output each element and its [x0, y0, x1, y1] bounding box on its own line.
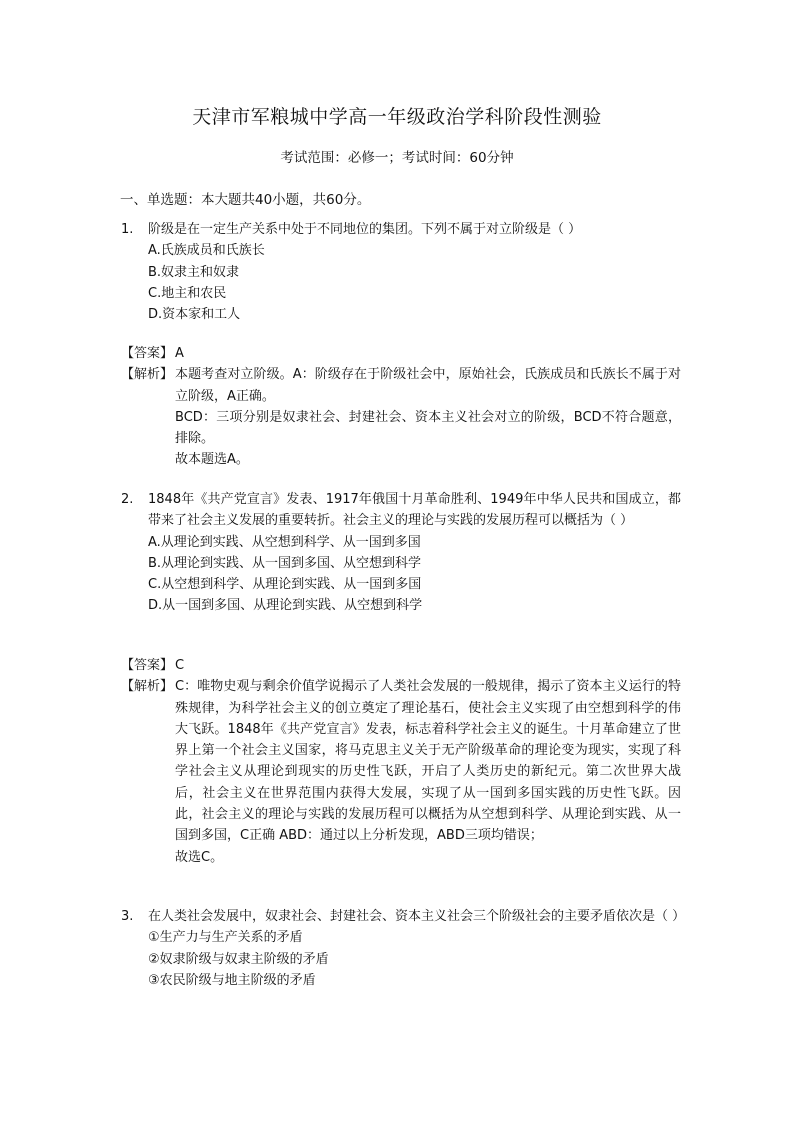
analysis-paragraph: 故选C。 — [175, 849, 224, 865]
question-3 — [121, 906, 686, 991]
answer-value: A — [175, 346, 184, 361]
question-stem: 阶级是在一定生产关系中处于不同地位的集团。下列不属于对立阶级是（ ） — [148, 222, 582, 237]
statement-3: ③农民阶级与地主阶级的矛盾 — [148, 972, 316, 988]
answer-label: 【答案】 — [121, 658, 174, 673]
question-stem: 1848年《共产党宣言》发表、1917年俄国十月革命胜利、1949年中华人民共和国成立，都带来了社会主义发展的重要转折。社会主义的理论与实践的发展历程可以概括为（ ） — [148, 492, 681, 529]
option-a: A.氏族成员和氏族长 — [148, 243, 265, 259]
question-number: 2. — [121, 492, 134, 507]
answer-block-2 — [121, 655, 681, 868]
question-number: 1. — [121, 222, 134, 237]
analysis-paragraph: 故本题选A。 — [175, 452, 249, 468]
option-d: D.从一国到多国、从理论到实践、从空想到科学 — [148, 598, 423, 614]
analysis-label: 【解析】 — [121, 679, 174, 695]
option-a: A.从理论到实践、从空想到科学、从一国到多国 — [148, 534, 421, 550]
question-stem: 在人类社会发展中，奴隶社会、封建社会、资本主义社会三个阶级社会的主要矛盾依次是（ ） — [148, 909, 686, 924]
question-2 — [121, 489, 681, 617]
analysis-label: 【解析】 — [121, 367, 174, 383]
section-heading: 一、单选题：本大题共40小题，共60分。 — [120, 192, 371, 208]
analysis-paragraph: BCD：三项分别是奴隶社会、封建社会、资本主义社会对立的阶级，BCD不符合题意，排除。 — [175, 409, 681, 447]
analysis-paragraph: 本题考查对立阶级。A：阶级存在于阶级社会中，原始社会，氏族成员和氏族长不属于对立阶级，A正确。 — [175, 367, 681, 404]
exam-info: 考试范围：必修一；考试时间：60分钟 — [280, 150, 514, 166]
option-d: D.资本家和工人 — [148, 307, 241, 323]
statement-1: ①生产力与生产关系的矛盾 — [148, 930, 303, 946]
option-b: B.从理论到实践、从一国到多国、从空想到科学 — [148, 555, 422, 571]
option-b: B.奴隶主和奴隶 — [148, 264, 240, 280]
answer-label: 【答案】 — [121, 346, 174, 361]
question-1 — [121, 219, 681, 325]
answer-block-1 — [121, 343, 681, 471]
option-c: C.从空想到科学、从理论到实践、从一国到多国 — [148, 577, 422, 593]
analysis-paragraph: C：唯物史观与剩余价值学说揭示了人类社会发展的一般规律，揭示了资本主义运行的特殊规律，为科学社会主义的创立奠定了理论基石，使社会主义实现了由空想到科学的伟大飞跃。1848年《共产党宣言》发表，标志着科学社会主义的诞生。十月革命建立了世界上第一个社会主义国家，将马克思主义关于无产阶级革命的理论变为现实，实现了科学社会主义从理论到现实的历史性飞跃，开启了人类历史的新纪元。第二次世界大战后，社会主义在世界范围内获得大发展，实现了从一国到多国实践的历史性飞跃。因此，社会主义的理论与实践的发展历程可以概括为从空想到科学、从理论到实践、从一国到多国，C正确 ABD：通过以上分析发现，ABD三项均错误； — [175, 679, 681, 844]
statement-2: ②奴隶阶级与奴隶主阶级的矛盾 — [148, 951, 329, 967]
question-number: 3. — [121, 909, 134, 924]
page-title: 天津市军粮城中学高一年级政治学科阶段性测验 — [192, 106, 602, 128]
option-c: C.地主和农民 — [148, 285, 227, 301]
answer-value: C — [175, 658, 185, 673]
